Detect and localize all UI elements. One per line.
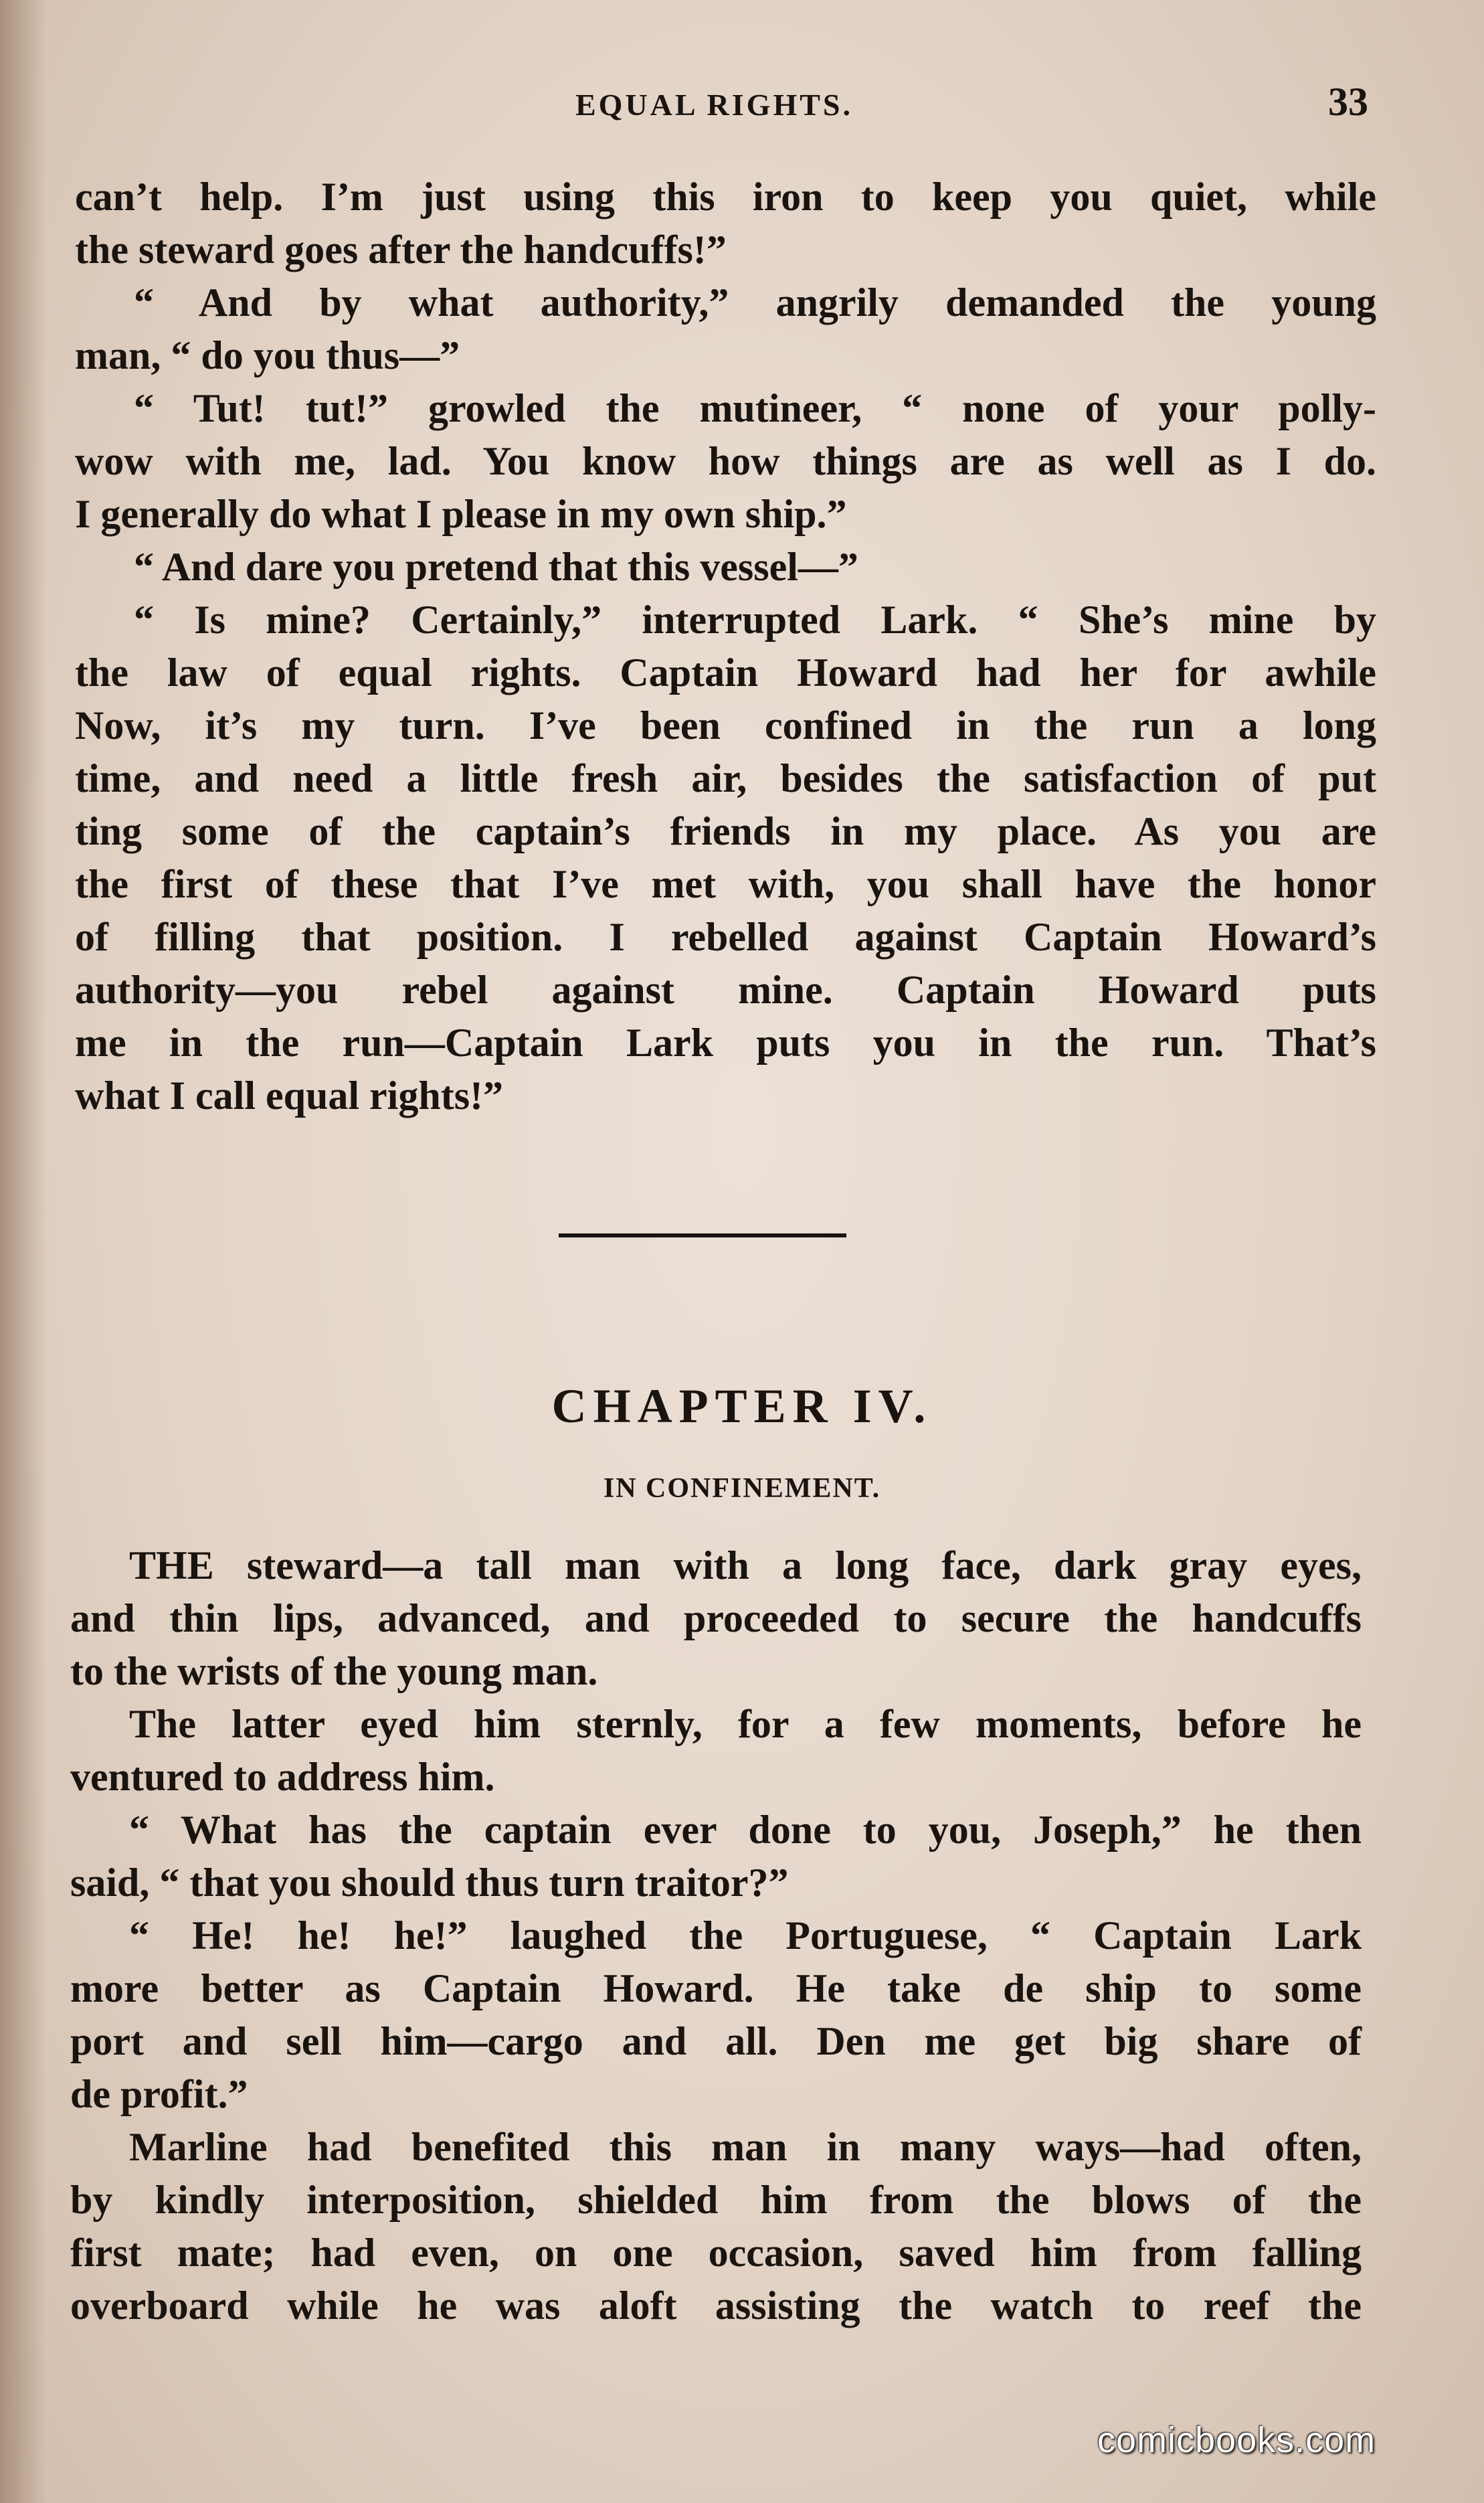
text-line: “ And dare you pretend that this vessel—” xyxy=(134,545,858,589)
site-watermark: comicbooks.com xyxy=(1097,2420,1376,2460)
chapter-text xyxy=(70,1539,1362,2332)
text-line: can’t help. I’m just using this iron to keep you quiet, while xyxy=(75,175,1376,219)
text-line: authority—you rebel against mine. Captain Howard puts xyxy=(75,968,1376,1012)
text-line: time, and need a little fresh air, besides the satisfaction of put xyxy=(75,756,1376,800)
text-line: the steward goes after the handcuffs!” xyxy=(75,228,727,272)
gutter-shadow xyxy=(0,0,47,2503)
text-line: by kindly interposition, shielded him from the blows of the xyxy=(70,2178,1362,2222)
text-line: said, “ that you should thus turn traitor?” xyxy=(70,1861,789,1905)
running-head xyxy=(0,79,1484,133)
text-line: and thin lips, advanced, and proceeded to secure the handcuffs xyxy=(70,1596,1362,1640)
text-line: “ Is mine? Certainly,” interrupted Lark. “ She’s mine by xyxy=(134,598,1376,642)
text-line: me in the run—Captain Lark puts you in the run. That’s xyxy=(75,1021,1376,1065)
text-line: “ He! he! he!” laughed the Portuguese, “ Captain Lark xyxy=(129,1913,1362,1958)
text-line: The latter eyed him sternly, for a few moments, before he xyxy=(129,1702,1362,1746)
text-line: port and sell him—cargo and all. Den me get big share of xyxy=(70,2019,1362,2063)
chapter-title: CHAPTER IV. xyxy=(551,1379,933,1433)
text-line: ting some of the captain’s friends in my place. As you are xyxy=(75,809,1376,853)
text-line: man, “ do you thus—” xyxy=(75,333,460,377)
text-line: Now, it’s my turn. I’ve been confined in the run a long xyxy=(75,703,1376,748)
text-line: first mate; had even, on one occasion, saved him from falling xyxy=(70,2231,1362,2275)
text-line: “ And by what authority,” angrily demanded the young xyxy=(134,280,1376,325)
text-line: of filling that position. I rebelled against Captain Howard’s xyxy=(75,915,1376,959)
text-line: overboard while he was aloft assisting the watch to reef the xyxy=(70,2283,1362,2328)
text-line: wow with me, lad. You know how things are as well as I do. xyxy=(75,439,1376,483)
text-line: ventured to address him. xyxy=(70,1755,495,1799)
text-line: THE steward—a tall man with a long face, dark gray eyes, xyxy=(129,1543,1362,1587)
text-line: what I call equal rights!” xyxy=(75,1073,504,1118)
text-line: “ Tut! tut!” growled the mutineer, “ none of your polly- xyxy=(134,386,1376,430)
running-title: EQUAL RIGHTS. xyxy=(575,88,853,122)
text-line: I generally do what I please in my own ship.” xyxy=(75,492,847,536)
text-line: the law of equal rights. Captain Howard had her for awhile xyxy=(75,651,1376,695)
chapter-subtitle: IN CONFINEMENT. xyxy=(603,1473,881,1504)
text-line: the first of these that I’ve met with, you shall have the honor xyxy=(75,862,1376,906)
text-line: to the wrists of the young man. xyxy=(70,1649,598,1693)
page-number: 33 xyxy=(1328,80,1368,124)
text-line: “ What has the captain ever done to you, Joseph,” he then xyxy=(129,1808,1362,1852)
text-line: de profit.” xyxy=(70,2072,248,2116)
section-divider xyxy=(559,1233,846,1237)
body-text xyxy=(75,171,1376,1122)
text-line: Marline had benefited this man in many ways—had often, xyxy=(129,2125,1362,2169)
text-line: more better as Captain Howard. He take de ship to some xyxy=(70,1966,1362,2010)
